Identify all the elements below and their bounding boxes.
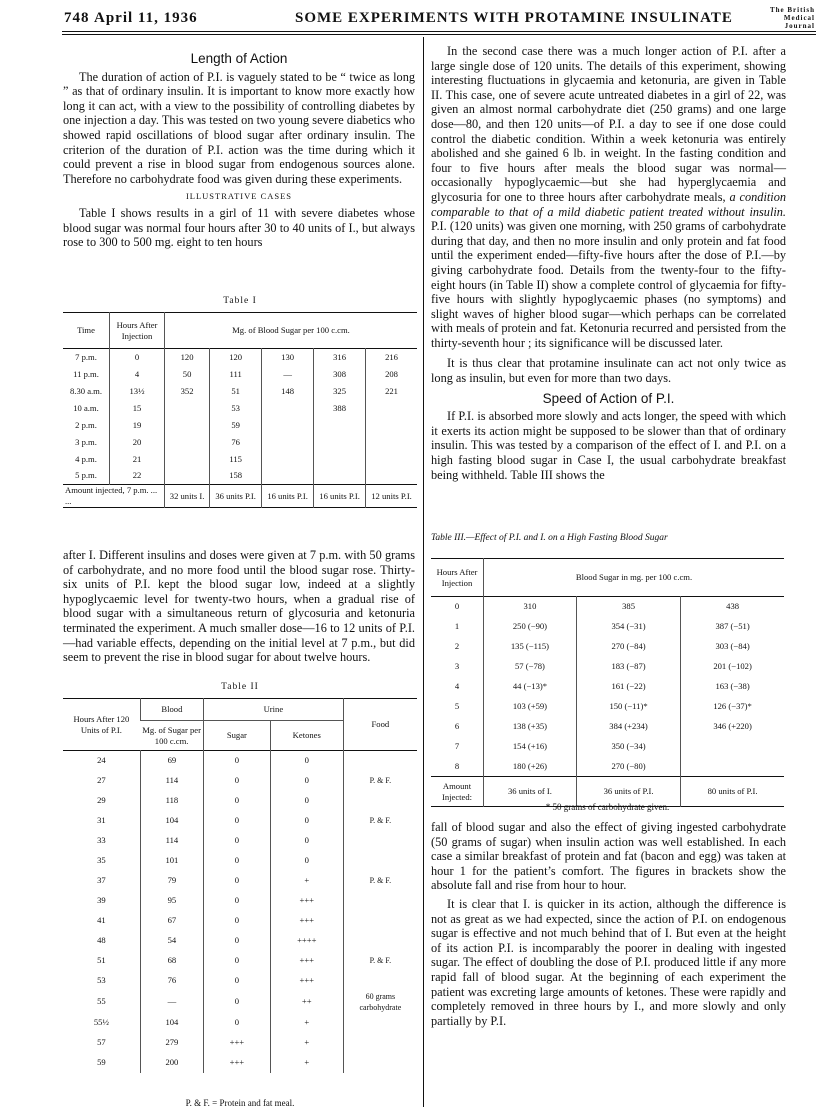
table2-row [63,751,417,771]
table2-cell: 95 [140,891,203,911]
table3-header-hours: Hours After Injection [436,566,478,588]
table3-row [431,697,784,717]
table2-cell: 0 [204,871,271,891]
table2-row [63,771,417,791]
table3-cell [681,737,784,757]
table2-cell: 0 [204,911,271,931]
table3-cell: 2 [454,641,460,651]
table1-cell [262,434,314,451]
table2-cell: 0 [204,771,271,791]
table1-cell: 130 [262,349,314,366]
table2-cell: + [270,1053,343,1073]
table1-amount-label: Amount injected, 7 p.m. ... ... [65,485,158,506]
table2-row [63,911,417,931]
table1-cell: 158 [210,468,262,485]
table3-cell: 385 [576,597,680,617]
table3-cell: 1 [454,621,460,631]
table2-cell: 69 [140,751,203,771]
paragraph: The duration of action of P.I. is vaguely stated to be “ twice as long ” as that of ordinary insulin. It is important to know more exactly how long it can act, with a view to the possibility of controlling diabetes by one injection a day. This was tested on two young severe diabetics who showed rapid oscillations of blood sugar after ordinary insulin. The criterion of the duration of P.I. action was the time during which it could prevent a rise in blood sugar from endogenous sources alone. Therefore no carbohydrate food was given during these experiments. [63,69,415,186]
table1-cell: 2 p.m. [75,419,97,430]
table3-cell: 350 (−34) [576,737,680,757]
table2-footnote: P. & F. = Protein and fat meal. [185,1098,295,1108]
table1-cell: 148 [262,383,314,400]
table2-row [63,1053,417,1073]
left-column-middle [63,548,415,665]
table1-cell: 352 [165,383,210,400]
issue-date: April 11, 1936 [94,10,198,26]
table2-cell [343,831,417,851]
table2-header-food: Food [343,699,417,751]
table2-cell: 104 [140,1013,203,1033]
table1-cell: 11 p.m. [73,368,99,379]
table3-cell: 44 (−13)* [484,677,577,697]
table1-amount: 36 units P.I. [210,485,262,508]
table1-cell [366,468,417,485]
table2-row [63,871,417,891]
table2-cell: 114 [140,771,203,791]
table2-cell: 29 [97,795,106,805]
table2-cell: 0 [270,791,343,811]
table3-cell: 103 (+59) [484,697,577,717]
table2-cell: — [140,991,203,1013]
table2-cell: 24 [97,755,106,766]
table1-row [63,366,417,383]
table2-cell: ++++ [270,931,343,951]
paragraph: It is clear that I. is quicker in its action, although the difference is not as great as we had expected, since the action of P.I. on endogenous sugar is effective and not much behind that of I. But even at the height of its action P.I. is incomparably the poorer in dealing with ingested sugar. The effect of doubling the dose of P.I. produced little if any more rapid fall of blood sugar. At the beginning of each experiment the patient was excreting large amounts of ketones. These were rapidly and completely removed in three hours by I., and more slowly and only partially by P.I. [431,896,786,1028]
table2-cell: 33 [97,835,106,845]
table3-row [431,637,784,657]
table2-cell: 53 [97,975,106,985]
table2-cell: +++ [270,911,343,931]
table2-cell: 0 [204,991,271,1013]
table3-cell: 6 [454,721,460,731]
table1-cell [165,468,210,485]
table2-cell: 41 [97,915,106,925]
table2-cell: 67 [140,911,203,931]
table2-cell: P. & F. [343,871,417,891]
table2-row [63,1033,417,1053]
table1-cell [262,468,314,485]
table3-row [431,677,784,697]
table2-header-ketones: Ketones [270,721,343,751]
table3-cell: 438 [681,597,784,617]
table2-row [63,891,417,911]
table3-cell: 4 [454,681,460,691]
left-column-top [63,52,415,250]
table2-cell [343,931,417,951]
table2-header-hours: Hours After 120 Units of P.I. [73,713,130,735]
table2-cell: 0 [204,831,271,851]
table1-cell: 10 a.m. [73,402,99,413]
table3-cell: 183 (−87) [576,657,680,677]
table1-caption: Table I [223,296,257,306]
table2-cell: +++ [204,1053,271,1073]
table2-cell: 0 [204,791,271,811]
table1-cell: 20 [110,434,165,451]
table2-cell [343,891,417,911]
page-number: 748 [64,10,90,26]
paragraph: fall of blood sugar and also the effect of giving ingested carbohydrate (50 grams of sugar) when insulin action was well established. In each case a similar breakfast of protein and fat (bacon and egg) was taken at hour 1 for the patient’s comfort. The figures in brackets show the absolute fall and rise from hour to hour. [431,820,786,893]
table1-row [63,400,417,417]
table1-header-mg: Mg. of Blood Sugar per 100 c.cm. [165,313,418,349]
table3-cell: 387 (−51) [681,617,784,637]
table1-cell: 22 [110,468,165,485]
table2-cell: 0 [270,811,343,831]
table3-cell: 7 [454,741,460,751]
table1-cell: 13½ [110,383,165,400]
table2-cell: 279 [140,1033,203,1053]
table2-cell: 57 [97,1037,106,1047]
table1-cell [366,434,417,451]
table3-footnote: * 50 grams of carbohydrate given. [545,802,670,812]
table1-cell: 53 [210,400,262,417]
table3-cell: 303 (−84) [681,637,784,657]
table2-cell: 59 [97,1057,106,1067]
table1-amount: 16 units P.I. [314,485,366,508]
table3-amount: 36 units of P.I. [576,777,680,807]
table3-cell: 138 (+35) [484,717,577,737]
table2-cell: 114 [140,831,203,851]
table2-cell [343,1053,417,1073]
table3-caption: Table III.—Effect of P.I. and I. on a High Fasting Blood Sugar [431,533,668,543]
table1-cell [366,417,417,434]
table3-amount: 80 units of P.I. [681,777,784,807]
table2-caption: Table II [221,682,259,692]
table2-header-blood: Blood [140,699,203,721]
table3-cell: 201 (−102) [681,657,784,677]
table1 [63,312,417,508]
table3-row [431,617,784,637]
table1-amount: 32 units I. [165,485,210,508]
table1-cell: 208 [366,366,417,383]
table2-cell: 0 [204,931,271,951]
running-header [60,6,816,28]
table2-cell: +++ [270,971,343,991]
table1-cell: 3 p.m. [75,436,97,447]
table2-cell: 27 [97,775,106,785]
table1-cell [165,417,210,434]
table2-cell: 118 [140,791,203,811]
table2-cell: P. & F. [343,951,417,971]
table2-cell [343,751,417,771]
table2-cell: 200 [140,1053,203,1073]
table1-row [63,468,417,485]
right-column-top [431,44,786,482]
table3-cell: 180 (+26) [484,757,577,777]
table1-cell: 115 [210,451,262,468]
table1-cell: 50 [165,366,210,383]
table1-cell [314,417,366,434]
table1-row [63,434,417,451]
table3-cell: 161 (−22) [576,677,680,697]
table2-cell [343,1033,417,1053]
table1-cell [314,468,366,485]
table3-cell: 3 [454,661,460,671]
table2-cell: 0 [204,751,271,771]
table3-row [431,657,784,677]
table1-cell [366,451,417,468]
table1-cell [366,400,417,417]
table1-cell: 59 [210,417,262,434]
table2-row [63,831,417,851]
table1-amount: 16 units P.I. [262,485,314,508]
table2-cell: 79 [140,871,203,891]
table1-cell: 111 [210,366,262,383]
table2-cell: + [270,1033,343,1053]
paragraph: Table I shows results in a girl of 11 with severe diabetes whose blood sugar was normal four hours after 30 to 40 units of I., but always rose to 300 to 500 mg. eight to ten hours [63,205,415,250]
table1-cell [314,451,366,468]
table2-cell: 54 [140,931,203,951]
table3-cell: 0 [454,601,460,612]
table2-cell: + [270,1013,343,1033]
table1-cell: 19 [110,417,165,434]
table1-cell: 21 [110,451,165,468]
table3-cell: 154 (+16) [484,737,577,757]
table2-cell: 0 [204,1013,271,1033]
table1-cell: 308 [314,366,366,383]
table3-cell: 250 (−90) [484,617,577,637]
table2-cell [343,911,417,931]
table1-cell [165,451,210,468]
table2-cell: 0 [204,951,271,971]
table2-cell: 0 [204,851,271,871]
subheading: ILLUSTRATIVE CASES [185,191,293,202]
table2-cell: ++ [270,991,343,1013]
table1-row [63,349,417,366]
table1-row [63,451,417,468]
table3-cell: 5 [454,701,460,711]
table2-cell: 31 [97,815,106,825]
header-rule-2 [62,34,816,35]
table2 [63,698,417,1073]
table2-cell: P. & F. [343,771,417,791]
paragraph-italic: a condition comparable to that of a mild diabetic patient treated without insulin. [431,189,786,219]
table3-amount-label: Amount Injected: [441,780,473,802]
table2-cell: 48 [97,935,106,945]
table2-cell: 0 [270,771,343,791]
table1-cell: 120 [165,349,210,366]
table3-row [431,757,784,777]
paragraph-part: P.I. (120 units) was given one morning, with 250 grams of carbohydrate during that day, and then no more insulin and only protein and fat food until the experiment ended—fifty-five hours after the dose of P.I.—by giving carbohydrate food. Details from the twenty-four to the fifty-eight hours (in Table II) show a complete control of glycaemia for fifty-five hours with slightly hypoglycaemic phases (no symptoms) and slight waves of higher blood sugar—which perhaps can be correlated with meals of protein and fat. Ketonuria recurred and persisted from the thirty-seventh hour ; its significance will be discussed later. [431,219,786,350]
table3-cell: 135 (−115) [484,637,577,657]
table1-cell [165,434,210,451]
table1-cell: 4 p.m. [75,453,97,464]
table2-row [63,951,417,971]
table1-cell: 7 p.m. [75,351,97,362]
table1-row [63,417,417,434]
table2-cell: +++ [204,1033,271,1053]
table1-cell: — [262,366,314,383]
table2-cell: 0 [270,831,343,851]
table1-cell: 76 [210,434,262,451]
table2-cell: 68 [140,951,203,971]
table1-header-time: Time [77,325,95,335]
table2-cell: P. & F. [343,811,417,831]
table2-cell: 0 [204,811,271,831]
table2-header-sugar: Sugar [204,721,271,751]
table1-header-hours: Hours After Injection [110,313,165,349]
header-rule [62,31,816,32]
table3-header-bs: Blood Sugar in mg. per 100 c.cm. [484,559,785,597]
paragraph: If P.I. is absorbed more slowly and acts longer, the speed with which it exerts its action might be supposed to be slower than that of ordinary insulin. This was tested by a comparison of the effect of I. and P.I. on a high fasting blood sugar in Case I, the usual carbohydrate breakfast being withheld. Table III shows the [431,409,786,482]
table1-cell: 221 [366,383,417,400]
table1-cell [314,434,366,451]
table3-amount: 36 units of I. [484,777,577,807]
table1-row [63,383,417,400]
table1-amount: 12 units P.I. [366,485,417,508]
table3-cell: 384 (+234) [576,717,680,737]
column-divider [423,37,424,1107]
table2-cell: 0 [204,891,271,911]
table2-cell [343,1013,417,1033]
table2-header-mg: Mg. of Sugar per 100 c.cm. [142,724,201,746]
table2-cell: 104 [140,811,203,831]
section-heading-speed: Speed of Action of P.I. [542,390,675,406]
table1-cell: 0 [110,349,165,366]
table2-row [63,811,417,831]
table2-row [63,931,417,951]
table1-cell [165,400,210,417]
table3-row [431,717,784,737]
table1-cell: 8.30 a.m. [70,385,102,396]
table1-cell [262,451,314,468]
table3-cell: 163 (−38) [681,677,784,697]
table1-cell: 51 [210,383,262,400]
table3-cell: 310 [484,597,577,617]
table1-cell: 5 p.m. [75,470,97,481]
journal-name: The British Medical Journal [769,6,815,30]
table2-cell: 37 [97,875,106,885]
table1-cell [262,417,314,434]
table1-cell: 120 [210,349,262,366]
right-column-bottom [431,820,786,1028]
table2-cell: 60 grams carbohydrate [343,991,417,1013]
table1-cell: 15 [110,400,165,417]
table3 [431,558,784,807]
table2-row [63,851,417,871]
table3-cell: 354 (−31) [576,617,680,637]
table2-header-urine: Urine [204,699,344,721]
table2-row [63,1013,417,1033]
table3-cell: 8 [454,760,460,771]
table3-cell: 150 (−11)* [576,697,680,717]
table2-cell [343,971,417,991]
table3-row [431,597,784,617]
table3-cell [681,757,784,777]
table2-cell: + [270,871,343,891]
section-heading-length: Length of Action [190,51,288,66]
table2-cell: 101 [140,851,203,871]
table2-cell: +++ [270,951,343,971]
running-title: SOME EXPERIMENTS WITH PROTAMINE INSULINATE [295,10,733,26]
table3-cell: 126 (−37)* [681,697,784,717]
table1-cell [262,400,314,417]
table2-cell [343,791,417,811]
table2-cell: 0 [270,851,343,871]
table2-cell [343,851,417,871]
table2-cell: 55½ [93,1017,109,1027]
table2-cell: 35 [97,855,106,865]
table3-cell: 270 (−84) [576,637,680,657]
table3-cell: 346 (+220) [681,717,784,737]
paragraph: after I. Different insulins and doses were given at 7 p.m. with 50 grams of carbohydrate, and no more food until the blood sugar rose. Thirty-six units of P.I. kept the blood sugar low, indeed at a slightly hypoglycaemic level for twenty-two hours, when a gradual rise of blood sugar with a simultaneous return of glycosuria and ketonuria terminated the experiment. A much smaller dose—16 to 12 units of P.I.—had variable effects, depending on the initial level at 7 p.m., but did seem to prevent the rise in blood sugar for about twelve hours. [63,548,415,665]
table2-row [63,971,417,991]
table1-cell: 388 [314,400,366,417]
table2-cell: 0 [270,751,343,771]
table2-cell: 55 [97,996,106,1006]
table1-cell: 325 [314,383,366,400]
table2-cell: 51 [97,955,106,965]
table2-cell: 39 [97,895,106,905]
table2-row [63,991,417,1013]
table3-cell: 57 (−78) [484,657,577,677]
paragraph: It is thus clear that protamine insulinate can act not only twice as long as insulin, but even for more than two days. [431,356,786,386]
table2-row [63,791,417,811]
table3-cell: 270 (−80) [576,757,680,777]
table1-cell: 216 [366,349,417,366]
table2-cell: +++ [270,891,343,911]
table3-row [431,737,784,757]
paragraph-part: In the second case there was a much longer action of P.I. after a large single dose of 120 units. The details of this experiment, showing interesting fluctuations in glycaemia and ketonuria, are given in Table II. This case, one of severe acute untreated diabetes in a girl of 22, was given an almost normal carbohydrate diet (250 grams) and one large dose—80, and then 120 units—of P.I. a day to see if one dose could control the diabetic condition. Within a week ketonuria was entirely abolished and she gained 6 lb. in weight. In the fasting condition and four to five hours after meals the blood sugar was normal—occasionally hypoglycaemic—but she had hyperglycaemia and glycosuria for one to three hours after carbohydrate meals, [431,44,786,204]
table2-cell: 76 [140,971,203,991]
table1-cell: 316 [314,349,366,366]
table2-cell: 0 [204,971,271,991]
table1-cell: 4 [110,366,165,383]
